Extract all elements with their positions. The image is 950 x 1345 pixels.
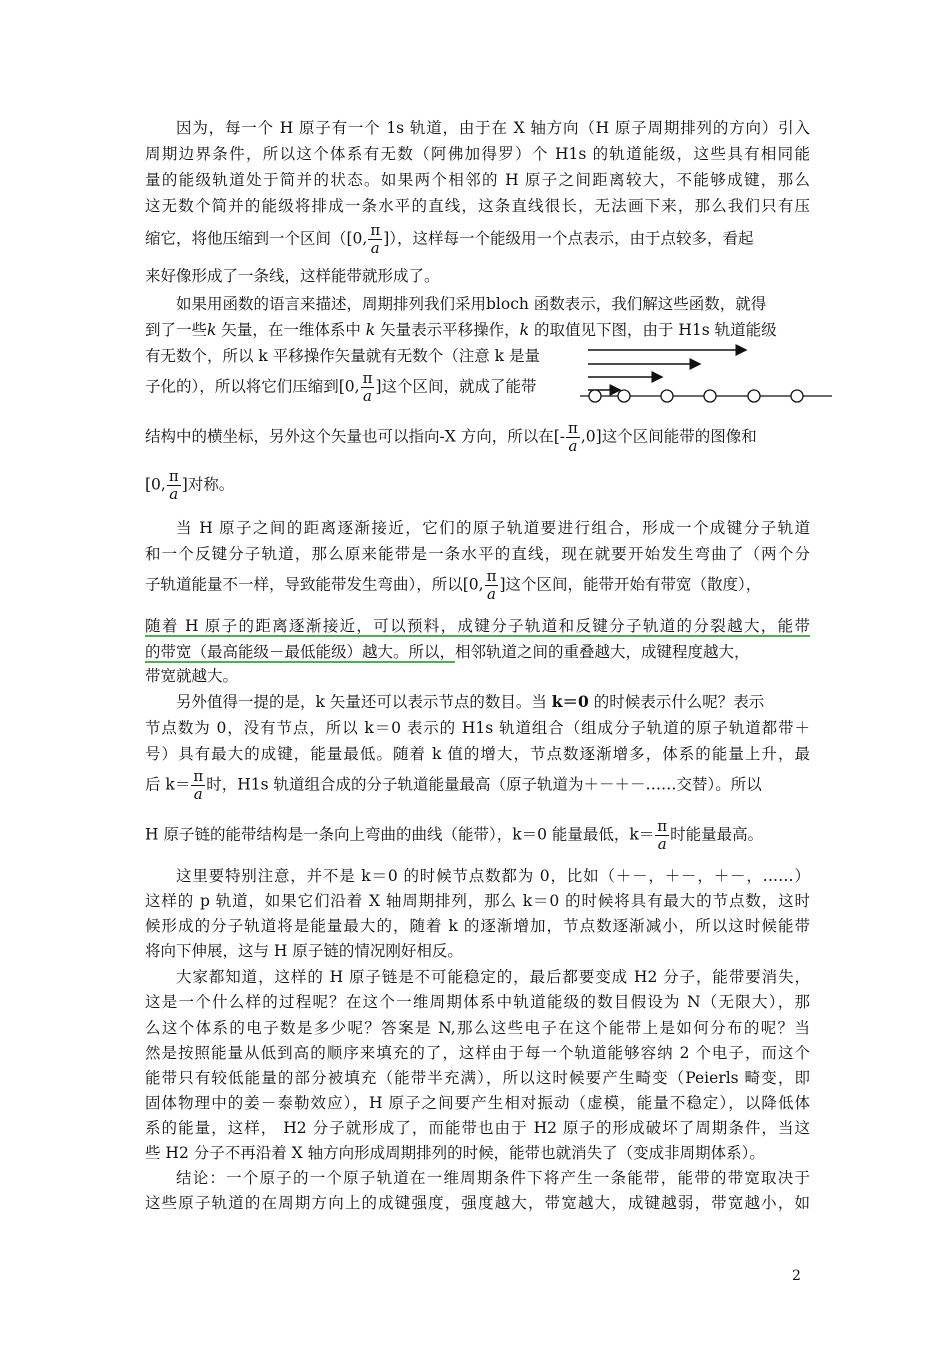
p2-line5-text-a: 结构中的横坐标，另外这个矢量也可以指向-X 方向，所以在[-	[145, 427, 565, 446]
fraction-numerator: π	[168, 467, 179, 485]
fraction-numerator: π	[568, 419, 578, 437]
pi-over-a-fraction	[191, 768, 205, 803]
fraction-denominator: a	[370, 239, 380, 257]
p1-line5-text-b: ]），这样每一个能级用一个点表示，由于点较多，看起	[383, 229, 754, 248]
pi-over-a-fraction	[361, 370, 375, 405]
p6-line1: 大家都知道，这样的 H 原子链是不可能稳定的，最后都要变成 H2 分子，能带要消失，	[176, 968, 810, 986]
p6-line6: 固体物理中的姜－泰勒效应），H 原子之间要产生相对振动（虚模，能量不稳定），以降低体	[145, 1094, 810, 1112]
p2-line1: 如果用函数的语言来描述，周期排列我们采用bloch 函数表示，我们解这些函数，就得	[176, 295, 767, 313]
p5-line1: 这里要特别注意，并不是 k＝0 的时候节点数都为 0，比如（＋－，＋－，＋－，……）	[176, 867, 810, 885]
p4-line4	[145, 768, 810, 803]
p3-line2: 和一个反键分子轨道，那么原来能带是一条水平的直线，现在就要开始发生弯曲了（两个分	[145, 545, 810, 563]
p1-line1: 因为，每一个 H 原子有一个 1s 轨道，由于在 X 轴方向（H 原子周期排列的方向）引入	[176, 119, 810, 137]
p7-line2: 这些原子轨道的在周期方向上的成键强度，强度越大，带宽越大，成键越弱，带宽越小，如	[145, 1194, 810, 1212]
fraction-denominator: a	[193, 785, 203, 803]
fraction-numerator: π	[370, 221, 381, 239]
pi-over-a-fraction	[655, 818, 669, 853]
underlined-text: 随着 H 原子的距离逐渐接近，可以预料，成键分子轨道和反键分子轨道的分裂越大，能带	[145, 617, 810, 635]
p4-line4-text-b: 时，H1s 轨道组合成的分子轨道能量最高（原子轨道为＋－＋－……交替）。所以	[206, 775, 762, 794]
p4-line2: 节点数为 0，没有节点，所以 k＝0 表示的 H1s 轨道组合（组成分子轨道的原子轨道都带＋	[145, 719, 810, 737]
p1-line6: 来好像形成了一条线，这样能带就形成了。	[145, 267, 440, 285]
p6-line5: 能带只有较低能量的部分被填充（能带半充满），所以这时候要产生畸变（Peierls 畸变，即	[145, 1069, 810, 1087]
fraction-denominator: a	[169, 485, 179, 503]
p3-line5-text-b: 相邻轨道之间的重叠越大，成键程度越大，	[455, 643, 750, 661]
p1-line3: 量的能级轨道处于简并的状态。如果两个相邻的 H 原子之间距离较大，不能够成键，那么	[145, 171, 810, 189]
p4-line4-text-a: 后 k＝	[145, 775, 191, 794]
p5-line3: 候形成的分子轨道将是能量最大的，随着 k 的逐渐增加，节点数逐渐减小，所以这时候能带	[145, 917, 810, 935]
k-symbol: k	[365, 321, 376, 339]
fraction-numerator: π	[486, 567, 497, 585]
p4-line5-text-a: H 原子链的能带结构是一条向上弯曲的曲线（能带），k＝0 能量最低，k＝	[145, 825, 655, 844]
p2-line4-text-b: ]这个区间，就成了能带	[375, 377, 537, 396]
p6-line3: 么这个体系的电子数是多少呢？答案是 N,那么这些电子在这个能带上是如何分布的呢？当	[145, 1019, 810, 1037]
p2-line2-text-c: 矢量表示平移操作，	[375, 321, 520, 339]
p2-line4	[145, 370, 565, 405]
k-symbol: k	[519, 321, 530, 339]
p5-line4: 将向下伸展，这与 H 原子链的情况刚好相反。	[145, 942, 463, 960]
p3-line5	[145, 642, 810, 662]
p6-line8: 些 H2 分子不再沿着 X 轴方向形成周期排列的时候，能带也就消失了（变成非周期体系）。	[145, 1144, 765, 1162]
p7-line1: 结论：一个原子的一个原子轨道在一维周期条件下将产生一条能带，能带的带宽取决于	[176, 1169, 810, 1187]
fraction-denominator: a	[487, 585, 496, 603]
p3-line6: 带宽就越大。	[145, 667, 239, 685]
atom-circle	[704, 390, 716, 402]
p3-line3-text-b: ]这个区间，能带开始有带宽（散度），	[499, 575, 762, 594]
atom-circle	[618, 390, 630, 402]
p2-line3: 有无数个，所以 k 平移操作矢量就有无数个（注意 k 是量	[145, 347, 540, 365]
p2-line2	[145, 320, 810, 340]
p2-line6-text-a: [0,	[145, 475, 166, 494]
p2-line6	[145, 468, 810, 503]
p3-line3-text-a: 子轨道能量不一样，导致能带发生弯曲），所以[0,	[145, 575, 484, 594]
underlined-text: 的带宽（最高能级－最低能级）越大。所以，	[145, 643, 456, 661]
pi-over-a-fraction	[368, 222, 382, 257]
fraction-denominator: a	[568, 437, 578, 455]
p4-line3: 号）具有最大的成键，能量最低。随着 k 值的增大，节点数逐渐增多，体系的能量上升，最	[145, 745, 810, 763]
p5-line2: 这样的 p 轨道，如果它们沿着 X 轴周期排列，那么 k＝0 的时候将具有最大的节点数，这时	[145, 892, 810, 910]
k-vector-diagram	[570, 340, 840, 410]
p1-line5-text-a: 缩它，将他压缩到一个区间（[0,	[145, 229, 368, 248]
fraction-numerator: π	[193, 767, 204, 785]
atom-circle	[589, 390, 601, 402]
p2-line6-text-b: ]对称。	[181, 475, 235, 494]
k-zero-bold: k＝0	[551, 692, 589, 711]
page-number: 2	[792, 1268, 801, 1284]
p2-line2-text-b: 矢量，在一维体系中	[216, 321, 366, 339]
p1-line2: 周期边界条件，所以这个体系有无数（阿佛加得罗）个 H1s 的轨道能级，这些具有相同能	[145, 145, 810, 163]
p3-line1: 当 H 原子之间的距离逐渐接近，它们的原子轨道要进行组合，形成一个成键分子轨道	[176, 519, 810, 537]
p2-line2-text-a: 到了一些	[145, 321, 208, 339]
p2-line4-text-a: 子化的），所以将它们压缩到[0,	[145, 377, 360, 396]
p6-line7: 系的能量，这样， H2 分子就形成了，而能带也由于 H2 原子的形成破坏了周期条件，当这	[145, 1119, 810, 1137]
pi-over-a-fraction	[485, 568, 499, 603]
p3-line4	[145, 616, 810, 636]
fraction-numerator: π	[657, 817, 668, 835]
pi-over-a-fraction	[566, 420, 580, 455]
p6-line2: 这是一个什么样的过程呢？在这个一维周期体系中轨道能级的数目假设为 N（无限大），那	[145, 993, 810, 1011]
fraction-denominator: a	[657, 835, 667, 853]
p3-line3	[145, 568, 810, 603]
p4-line5	[145, 818, 810, 853]
fraction-numerator: π	[362, 369, 373, 387]
k-symbol: k	[207, 321, 217, 339]
p2-line2-text-d: 的取值见下图，由于 H1s 轨道能级	[529, 321, 777, 339]
fraction-denominator: a	[363, 387, 372, 405]
atom-circle	[748, 390, 760, 402]
atom-circle	[791, 390, 803, 402]
p1-line4: 这无数个简并的能级将排成一条水平的直线，这条直线很长，无法画下来，那么我们只有压	[145, 197, 810, 215]
p4-line1-text-c: 的时候表示什么呢？表示	[588, 693, 765, 711]
p2-line5-text-b: ,0]这个区间能带的图像和	[580, 427, 757, 446]
atom-circle	[661, 390, 673, 402]
p6-line4: 然是按照能量从低到高的顺序来填充的了，这样由于每一个轨道能够容纳 2 个电子，而这个	[145, 1044, 810, 1062]
p4-line5-text-b: 时能量最高。	[670, 825, 764, 844]
p1-line5	[145, 222, 810, 257]
p4-line1	[176, 692, 810, 712]
p4-line1-text-a: 另外值得一提的是，k 矢量还可以表示节点的数目。当	[176, 693, 552, 711]
pi-over-a-fraction	[167, 468, 181, 503]
p2-line5	[145, 420, 810, 455]
